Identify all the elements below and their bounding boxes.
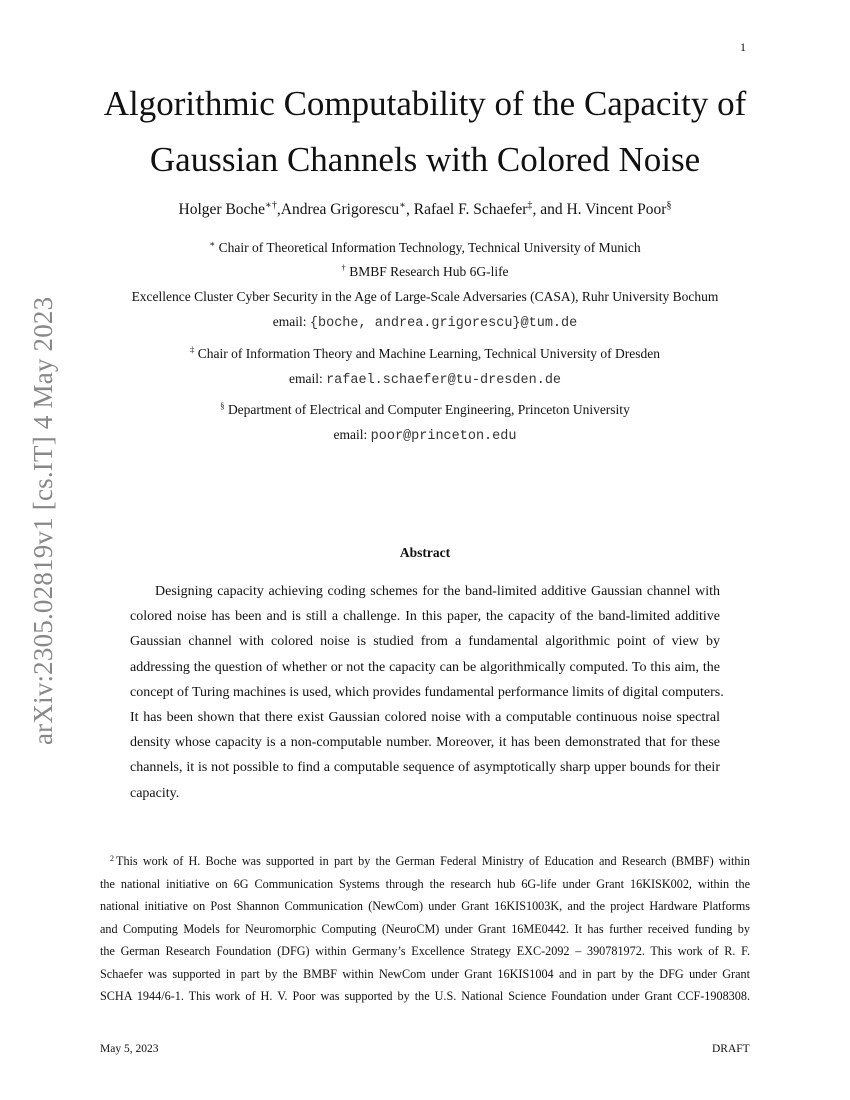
author-name: Rafael F. Schaefer [413, 201, 528, 218]
footnote-line: 2 This work of H. Boche was supported in part by the German Federal Ministry of Education and Research (BMBF) within [110, 854, 750, 868]
email-address[interactable]: {boche, andrea.grigorescu}@tum.de [309, 316, 578, 331]
footnote-line: national initiative on Post Shannon Communication (NewCom) under Grant 16KIS1003K, and the project Hardware Platforms [100, 899, 750, 913]
author-name: H. Vincent Poor [566, 201, 667, 218]
author-separator: , [406, 201, 414, 218]
affiliation-1 [0, 240, 850, 256]
email-label: email: [288, 371, 323, 386]
footer-date: May 5, 2023 [100, 1043, 159, 1055]
affiliation-3: Excellence Cluster Cyber Security in the Age of Large-Scale Adversaries (CASA), Ruhr University Bochum [131, 289, 719, 304]
affiliation-mark: † [341, 262, 346, 273]
author-marks: ‡ [527, 199, 533, 211]
email-line-1 [0, 314, 850, 331]
author-separator: , [276, 201, 281, 218]
abstract-heading: Abstract [399, 545, 451, 560]
footnote-text: This work of H. Boche was supported in part by the German Federal Ministry of Education and Research (BMBF) within [116, 854, 750, 868]
author-marks: § [666, 199, 672, 211]
arxiv-stamp: arXiv:2305.02819v1 [cs.IT] 4 May 2023 [28, 296, 58, 745]
abstract-line: addressing the question of whether or not the capacity can be algorithmically computed. To this aim, the [130, 659, 720, 675]
affiliation-text: Department of Electrical and Computer Engineering, Princeton University [227, 402, 630, 417]
author-separator: , and [532, 201, 567, 218]
abstract-line: Designing capacity achieving coding schemes for the band-limited additive Gaussian channel with [155, 584, 720, 599]
page-number: 1 [740, 40, 746, 54]
affiliation-mark: ∗ [209, 238, 216, 249]
affiliation-2 [0, 264, 850, 280]
footnote-line: SCHA 1944/6-1. This work of H. V. Poor was supported by the U.S. National Science Foundation under Grant CCF-1908308. [100, 989, 750, 1003]
abstract-line: It has been shown that there exist Gaussian colored noise with a computable continuous noise spectral [130, 710, 720, 725]
footnote-line: the German Research Foundation (DFG) within Germany’s Excellence Strategy EXC-2092 – 390781972. This work of R. F. [100, 944, 750, 958]
affiliation-mark: ‡ [189, 344, 195, 355]
author-marks: ∗† [265, 199, 277, 211]
affiliation-mark: § [220, 400, 225, 411]
author-name: Holger Boche [178, 201, 266, 218]
email-line-2 [0, 371, 850, 388]
footnote-line: and Computing Models for Neuromorphic Computing (NeuroCM) under Grant 16ME0442. It has further received funding by [100, 921, 750, 936]
email-address[interactable]: poor@princeton.edu [370, 429, 517, 444]
footnote-line: Schaefer was supported in part by the BMBF within NewCom under Grant 16KIS1004 and in part by the DFG under Grant [100, 966, 750, 981]
abstract-line: capacity. [130, 785, 180, 801]
email-line-3 [0, 427, 850, 444]
footer-status: DRAFT [712, 1043, 750, 1055]
abstract-line: Gaussian channel with colored noise is studied from a fundamental algorithmic point of view by [130, 634, 720, 650]
affiliation-5 [0, 402, 850, 418]
affiliation-4 [0, 346, 850, 362]
email-label: email: [333, 427, 368, 442]
email-address[interactable]: rafael.schaefer@tu-dresden.de [326, 373, 562, 388]
abstract-line: concept of Turing machines is used, which provides fundamental performance limits of digital computers. [130, 684, 724, 700]
author-list [0, 201, 850, 219]
affiliation-text: BMBF Research Hub 6G-life [349, 264, 509, 279]
abstract-line: colored noise has been and is still a challenge. In this paper, the capacity of the band-limited additive [130, 609, 720, 625]
affiliation-text: Chair of Information Theory and Machine Learning, Technical University of Dresden [197, 346, 661, 361]
email-label: email: [272, 314, 307, 329]
author-marks: ∗ [399, 199, 406, 211]
paper-title-line-2: Gaussian Channels with Colored Noise [149, 140, 701, 179]
author-name: Andrea Grigorescu [280, 201, 400, 218]
paper-title-line-1: Algorithmic Computability of the Capacity of [103, 84, 747, 123]
footnote-line: the national initiative on 6G Communication Systems through the research hub 6G-life under Grant 16KISK002, within the [100, 876, 750, 891]
abstract-line: channels, it is not possible to find a computable sequence of asymptotically sharp upper bounds for their [130, 760, 720, 776]
affiliation-text: Chair of Theoretical Information Technology, Technical University of Munich [218, 240, 641, 255]
abstract-line: density whose capacity is a non-computable number. Moreover, it has been demonstrated that for these [130, 735, 720, 751]
